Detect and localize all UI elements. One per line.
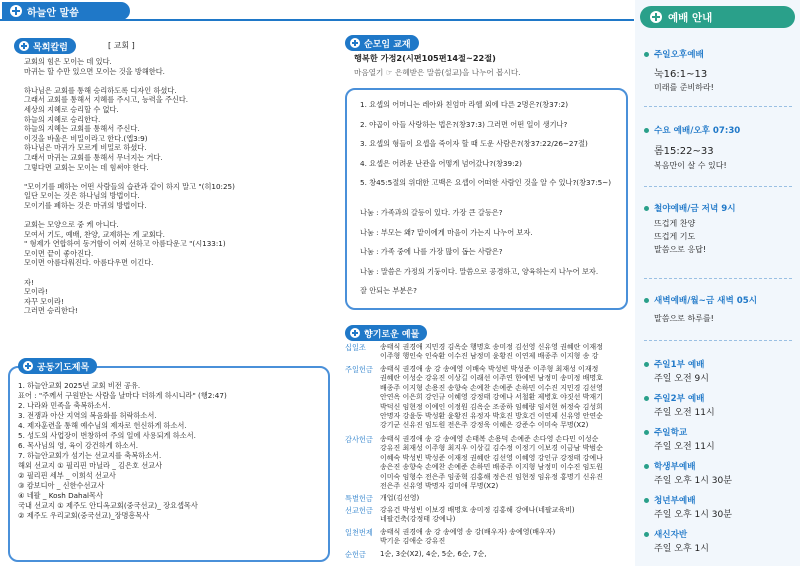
- prayer-title-pill: [18, 358, 97, 374]
- bullet-icon: [644, 206, 649, 211]
- small-group-sharing: 나눔 : 가족과의 갈등이 있다. 가장 큰 갈등은? 나눔 : 부모는 왜? 맡이에게 마음이 가는지 나누어 보자. 나눔 : 가족 중에 나를 가장 많이 돕는 사람은? 나눔 : 말씀은 가정의 기둥이다. 말씀으로 공경하고, 양육하는지 나누어 보자. 잘 안되는 부분은?: [360, 208, 599, 296]
- offering-label: 특별헌금: [345, 494, 373, 503]
- column-title-pill: [14, 38, 76, 54]
- divider: [644, 278, 792, 279]
- service-title: 수요 예배/오후 07:30: [644, 124, 740, 136]
- column-body: 교회의 힘은 모이는 데 있다. 마귀는 할 수만 있으면 모이는 것을 방해한다. 하나님은 교회를 통해 승리하도록 디자인 하셨다. 그래서 교회를 통해서 지혜를 주시고, 능력을 주신다. 세상의 지혜로 승리할 수 없다. 하늘의 지혜로 승리한다. 하늘의 지혜는 교회를 통해서 주신다. 이것을 바울은 비밀이라고 한다.(엡3:9) 하나님은 마귀가 모르게 비밀로 하셨다. 그래서 마귀는 교회를 통해서 무너지는 거다. 그렇다면 교회는 모이는 데 힘써야 한다. "모이기를 폐하는 어떤 사람들의 습관과 같이 하지 말고 "(히10:25) 일단 모이는 것은 하나님의 방법이다. 모이기를 폐하는 것은 마귀의 방법이다. 교회는 모양으로 중 케 아니다. 모여서 기도, 예배, 찬양, 교제하는 게 교회다. " 형제가 연합하여 동거함이 어찌 선하고 아름다운고 "(시133:1) 모이면 끝이 좋아진다. 모이면 아름다워진다. 아름다우면 이긴다. 자! 모이라! 자꾸 모이라! 그러면 승리한다!: [24, 57, 235, 316]
- service-title: 새신자반: [644, 528, 687, 540]
- main-header-title: 하늘안 말씀: [27, 7, 79, 19]
- offering-label: 일천번제: [345, 528, 373, 537]
- service-title: 주일1부 예배: [644, 358, 704, 370]
- offering-label: 주일헌금: [345, 365, 373, 374]
- small-group-subheading: 마음열기 ☞ 은혜받은 말씀(설교)을 나누어 봅시다.: [354, 68, 521, 77]
- service-detail: 말씀으로 하루를!: [654, 314, 714, 323]
- column-title: 목회칼럼: [33, 42, 68, 53]
- divider: [644, 106, 792, 107]
- service-title: 철야예배/금 저녁 9시: [644, 202, 736, 214]
- bullet-icon: [644, 430, 649, 435]
- bullet-icon: [644, 362, 649, 367]
- service-detail: 주일 오후 1시 30분: [654, 476, 732, 486]
- bullet-icon: [644, 128, 649, 133]
- offering-label: 감사헌금: [345, 435, 373, 444]
- plus-icon: [10, 5, 22, 17]
- prayer-body: 1. 하늘안교회 2025년 교회 비전 공유. 표어 : "주께서 구원받는 사람을 날마다 더하게 하시니라" (행2:47) 2. 나라와 민족을 축복하소서. 3. 전쟁과 아산 지역의 복음화를 허락하소서. 4. 제자훈련을 통해 예수님의 제자로 헌신하게 하소서. 5. 성도의 사업장이 번창하여 주의 일에 사용되게 하소서. 6. 목사님의 영, 육이 강건하게 하소서. 7. 하늘안교회가 섬기는 선교지를 축복하소서. 해외 선교지 ① 필리핀 마닐라 _ 김은호 선교사 ② 필리핀 세부 _ 이희석 선교사 ③ 캄보디아 _ 신한수선교사 ④ 네팔 _ Kosh Dahal목사 국내 선교지 ① 제주도 안디옥교회(중국선교)_ 장요셉목사 ② 제주도 우리교회(중국선교)_장명흥목사: [18, 381, 227, 520]
- service-title: 학생부예배: [644, 460, 696, 472]
- service-title: 주일오후예배: [644, 48, 704, 60]
- prayer-title: 공동기도제목: [37, 362, 90, 373]
- divider: [644, 186, 792, 187]
- service-detail: 뜨겁게 찬양: [654, 219, 696, 228]
- service-detail: 주일 오전 9시: [654, 374, 709, 384]
- divider: [644, 340, 792, 341]
- service-detail: 주일 오전 11시: [654, 408, 715, 418]
- service-detail: 주일 오후 1시: [654, 544, 709, 554]
- bullet-icon: [644, 532, 649, 537]
- service-title: 주일학교: [644, 426, 687, 438]
- plus-icon: [350, 328, 360, 338]
- service-detail: 복음만이 살 수 있다!: [654, 161, 727, 170]
- offering-label: 선교헌금: [345, 506, 373, 515]
- service-detail: 눅16:1~13: [654, 69, 708, 80]
- plus-icon: [650, 11, 662, 23]
- service-title: 청년부예배: [644, 494, 696, 506]
- service-detail: 주일 오전 11시: [654, 442, 715, 452]
- bullet-icon: [644, 52, 649, 57]
- header-divider: [0, 19, 634, 21]
- small-group-heading: 행복한 가정2(시편105편14절~22절): [354, 53, 496, 63]
- offering-title: 향기로운 예물: [364, 329, 420, 340]
- service-title: 새벽예배/월~금 새벽 05시: [644, 294, 757, 306]
- column-tag: [ 교회 ]: [108, 41, 135, 50]
- service-detail: 말씀으로 응답!: [654, 245, 707, 254]
- offering-title-pill: [345, 325, 427, 341]
- small-group-title: 순모임 교재: [364, 39, 411, 50]
- bullet-icon: [644, 464, 649, 469]
- bullet-icon: [644, 498, 649, 503]
- plus-icon: [23, 361, 33, 371]
- offering-names: 송태식 권경애 지민경 김옥순 행명호 송미정 김선영 신유영 권혜란 이재정 이주형 행인숙 인숙환 이수진 남정미 윤황진 이연제 배종주 이지형 송 강: [380, 343, 603, 361]
- service-detail: 롬15:22~33: [654, 146, 714, 157]
- bullet-icon: [644, 396, 649, 401]
- offering-names: 송태식 권경애 송 강 송예영 손태복 손용덕 손예준 손다영 손다민 이성순 강유진 최재성 이주형 최지우 이상길 김수정 이정기 이보경 이금남 박범순 이혜숙 박성빈 박성준 이재정 권혜란 김선영 이혜영 강인규 강정태 강예나 송은진 송향숙 손예찬 손예준 손하민 배종주 이지형 남정미 이수진 임도원 이미숙 임형수 전은주 임종혁 김홍해 정은진 임현정 임유정 홍명기 신유진 전은주 신유영 박명자 김미애 무명(X2): [380, 435, 603, 491]
- offering-label: 십일조: [345, 343, 366, 352]
- service-detail: 주일 오후 1시 30분: [654, 510, 732, 520]
- plus-icon: [19, 41, 29, 51]
- main-header-banner: [2, 2, 130, 20]
- sidebar-title-banner: [640, 6, 795, 28]
- small-group-questions: 1. 요셉의 어머니는 레아와 친엄마 라헬 외에 다른 2명은?(창37:2) 2. 야곱이 아들 사랑하는 법은?(창37:3) 그러면 어떤 일이 생기나? 3. 요셉의 형들이 요셉을 죽이자 할 때 도운 사람은?(창37:22/26~27절) 4. 요셉은 어려운 난관을 어떻게 넘어갔나?(창39:2) 5. 창45:5절의 위대한 고백은 요셉이 어떠한 사람인 것을 알 수 있나?(창37:5~): [360, 100, 612, 188]
- plus-icon: [350, 38, 360, 48]
- offering-names: 송태식 권경애 송 강 송예영 송 강(배우자) 송예영(배우자) 박기운 김애순 강유진: [380, 528, 556, 546]
- bullet-icon: [644, 298, 649, 303]
- service-detail: 뜨겁게 기도: [654, 232, 696, 241]
- offering-names: 강유건 박성빈 이보경 배명호 송미정 김홍해 강예나(네팔교육비) 네팔건축(강정태 강예나): [380, 506, 575, 524]
- offering-names: 1순, 3순(X2), 4순, 5순, 6순, 7순,: [380, 550, 487, 558]
- offering-label: 순헌금: [345, 550, 366, 559]
- offering-names: 개업(김선영): [380, 494, 420, 502]
- small-group-title-pill: [345, 35, 419, 51]
- service-detail: 미래를 준비하라!: [654, 83, 714, 92]
- sidebar-title: 예배 안내: [668, 11, 713, 24]
- offering-names: 송태식 권경애 송 강 송예영 이배숙 박성빈 박성준 이주형 최재성 이재정 권혜란 이성순 강유진 이상길 이래선 이주연 한예빈 남정미 송미정 배명호 배종주 이지형 손용진 송향숙 손예찬 손예준 손하민 이수진 지민경 김선영 안연옥 이은희 강인규 이혜영 강정태 강예나 서철환 제병호 야짓선 박재기 박덕신 임현정 이예인 이정원 김옥순 조종하 임혜량 임서현 허정숙 김성희 안명자 강윤동 박성환 윤황진 유정자 박호진 방호건 이연제 신유영 안연순 강기군 신유진 임도원 전은주 강정욱 이혜은 강준수 이미숙 무명(X2): [380, 365, 603, 430]
- service-title: 주일2부 예배: [644, 392, 704, 404]
